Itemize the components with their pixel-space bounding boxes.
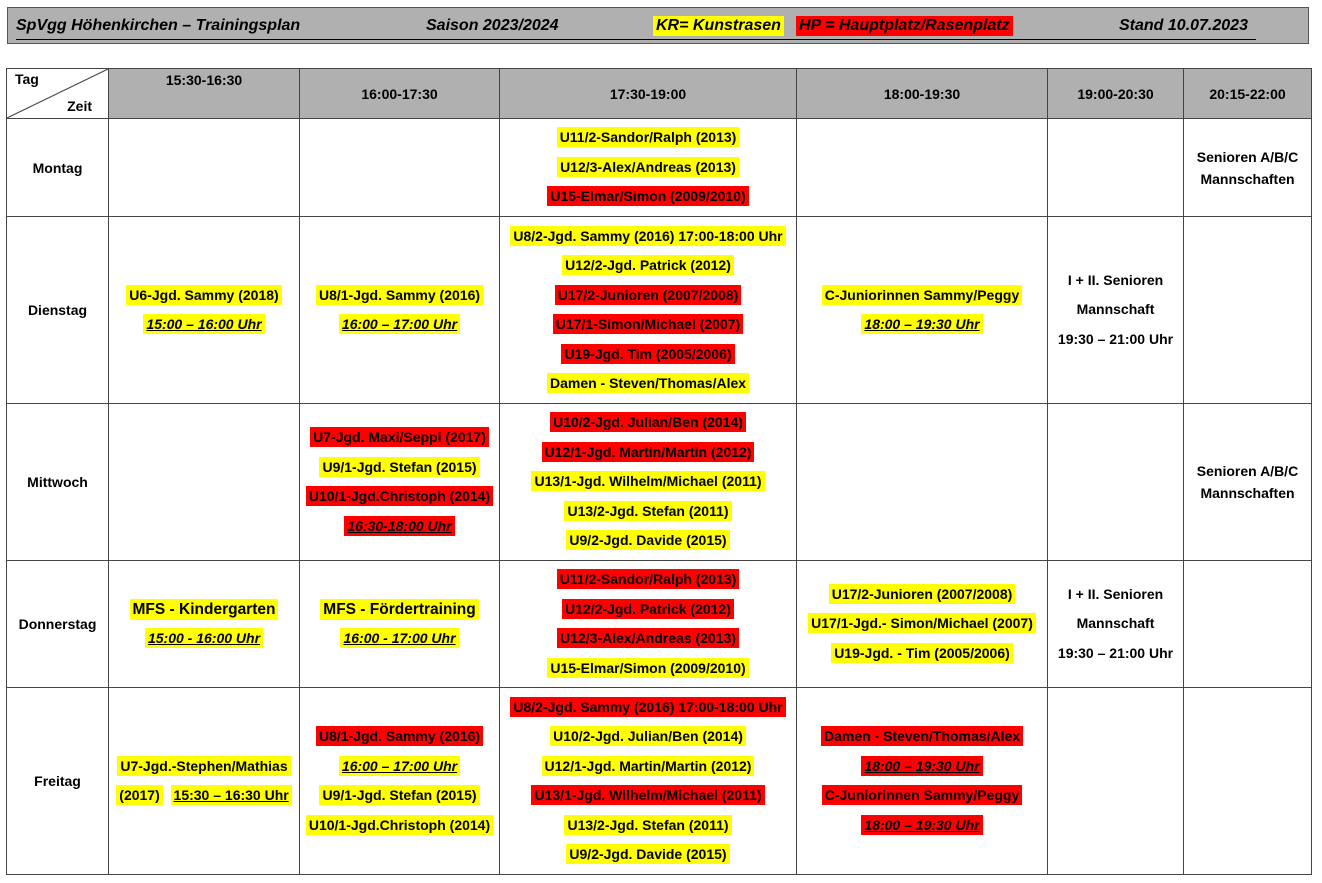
- training-session: [831, 639, 1013, 669]
- training-session: [130, 595, 279, 625]
- session-text: U12/3-Alex/Andreas (2013): [557, 157, 739, 177]
- session-list: [300, 595, 499, 654]
- session-text: MFS - Fördertraining: [320, 599, 478, 620]
- session-list: [797, 580, 1047, 669]
- table-row: [7, 561, 1312, 688]
- training-session: [566, 526, 729, 556]
- schedule-cell: [1184, 217, 1312, 404]
- training-session: [542, 438, 755, 468]
- table-row: [7, 688, 1312, 875]
- team-note-line: 19:30 – 21:00 Uhr: [1057, 644, 1174, 661]
- session-text: U13/1-Jgd. Wilhelm/Michael (2011): [531, 471, 764, 491]
- team-note-line: 19:30 – 21:00 Uhr: [1057, 330, 1174, 347]
- training-session: [557, 123, 740, 153]
- session-text: U15-Elmar/Simon (2009/2010): [547, 186, 748, 206]
- session-text: 15:00 – 16:00 Uhr: [143, 314, 264, 334]
- session-text: U9/1-Jgd. Stefan (2015): [319, 785, 479, 805]
- session-list: [797, 281, 1047, 340]
- schedule-cell: [500, 119, 797, 217]
- training-session: [547, 654, 748, 684]
- session-text: U8/1-Jgd. Sammy (2016): [316, 285, 483, 305]
- training-session: [320, 595, 478, 625]
- session-text: Damen - Steven/Thomas/Alex: [547, 373, 749, 393]
- session-text: U17/2-Junioren (2007/2008): [555, 285, 742, 305]
- training-session: [319, 781, 479, 811]
- session-text: MFS - Kindergarten: [130, 599, 279, 620]
- corner-cell: [7, 69, 109, 119]
- schedule-cell: [1184, 404, 1312, 561]
- legend-hauptplatz: HP = Hauptplatz/Rasenplatz: [796, 16, 1013, 36]
- training-session: [562, 251, 734, 281]
- session-text: 18:00 – 19:30 Uhr: [861, 314, 982, 334]
- header-row: [7, 69, 1312, 119]
- schedule-cell: [109, 119, 300, 217]
- session-text: U10/2-Jgd. Julian/Ben (2014): [550, 412, 746, 432]
- column-header: 18:00-19:30: [797, 69, 1048, 119]
- session-time: [344, 512, 454, 542]
- training-session: [808, 609, 1036, 639]
- session-text: U12/2-Jgd. Patrick (2012): [562, 599, 734, 619]
- training-session: [531, 781, 764, 811]
- session-text: U12/1-Jgd. Martin/Martin (2012): [542, 442, 755, 462]
- session-text: 16:00 - 17:00 Uhr: [340, 628, 458, 648]
- training-session: [550, 408, 746, 438]
- session-text: U17/2-Junioren (2007/2008): [829, 584, 1016, 604]
- schedule-cell: [797, 119, 1048, 217]
- session-text: U7-Jgd.-Stephen/Mathias: [117, 756, 290, 776]
- schedule-cell: [109, 561, 300, 688]
- table-row: [7, 217, 1312, 404]
- session-text: 15:00 - 16:00 Uhr: [145, 628, 263, 648]
- schedule-cell: [1184, 119, 1312, 217]
- session-time: [340, 624, 458, 654]
- team-note-line: Senioren A/B/C: [1196, 463, 1299, 479]
- session-text: U9/1-Jgd. Stefan (2015): [319, 457, 479, 477]
- schedule-cell: [109, 217, 300, 404]
- training-session: [542, 752, 755, 782]
- session-text: U13/2-Jgd. Stefan (2011): [564, 815, 731, 835]
- session-text: U15-Elmar/Simon (2009/2010): [547, 658, 748, 678]
- schedule-body: [7, 119, 1312, 875]
- schedule-cell: [500, 404, 797, 561]
- training-session: [821, 722, 1023, 752]
- season-label: Saison 2023/2024: [426, 17, 559, 34]
- session-text: U6-Jgd. Sammy (2018): [126, 285, 281, 305]
- team-note-line: I + II. Senioren: [1067, 271, 1164, 288]
- schedule-cell: [1048, 688, 1184, 875]
- session-text: U9/2-Jgd. Davide (2015): [566, 530, 729, 550]
- training-session: [557, 624, 739, 654]
- session-time: [145, 624, 263, 654]
- session-text: U8/2-Jgd. Sammy (2016) 17:00-18:00 Uhr: [510, 226, 785, 246]
- session-time: [861, 752, 982, 782]
- training-session: [306, 482, 493, 512]
- training-session: [531, 467, 764, 497]
- training-session: [829, 580, 1016, 610]
- team-note: [1184, 460, 1311, 504]
- session-time: [861, 811, 982, 841]
- training-session: [822, 781, 1022, 811]
- session-text: U8/2-Jgd. Sammy (2016) 17:00-18:00 Uhr: [510, 697, 785, 717]
- session-text: U12/2-Jgd. Patrick (2012): [562, 255, 734, 275]
- session-text: 16:30-18:00 Uhr: [344, 516, 454, 536]
- session-text: U11/2-Sandor/Ralph (2013): [557, 569, 740, 589]
- training-session: [555, 281, 742, 311]
- training-session: [561, 340, 734, 370]
- training-schedule-table: [6, 68, 1312, 875]
- column-header: 19:00-20:30: [1048, 69, 1184, 119]
- schedule-cell: [1048, 404, 1184, 561]
- team-note-line: Senioren A/B/C: [1196, 148, 1299, 165]
- training-session: [547, 369, 749, 399]
- schedule-cell: [797, 404, 1048, 561]
- session-text: U7-Jgd. Maxi/Seppi (2017): [310, 427, 489, 447]
- session-text: U19-Jgd. Tim (2005/2006): [561, 344, 734, 364]
- column-header: [109, 69, 300, 119]
- training-session: [316, 281, 483, 311]
- training-session: [510, 693, 785, 723]
- team-note: [1048, 266, 1183, 355]
- training-session: [562, 595, 734, 625]
- session-list: [500, 565, 796, 683]
- team-note: [1048, 580, 1183, 669]
- day-label: Freitag: [7, 688, 109, 875]
- team-note-line: I + II. Senioren: [1067, 585, 1164, 602]
- schedule-cell: [797, 561, 1048, 688]
- training-session: [306, 811, 493, 841]
- training-session: [557, 565, 740, 595]
- session-time: [339, 752, 460, 782]
- day-label: Dienstag: [7, 217, 109, 404]
- session-text: U11/2-Sandor/Ralph (2013): [557, 127, 740, 147]
- schedule-cell: [797, 217, 1048, 404]
- header-banner: [7, 7, 1309, 44]
- team-note-line: Mannschaften: [1200, 170, 1295, 187]
- team-note-line: Mannschaft: [1076, 301, 1155, 318]
- training-session: [319, 453, 479, 483]
- schedule-cell: [300, 561, 500, 688]
- training-session: [564, 811, 731, 841]
- session-list: [300, 722, 499, 840]
- training-session: [510, 222, 785, 252]
- schedule-cell: [500, 561, 797, 688]
- session-text: 16:00 – 17:00 Uhr: [339, 756, 460, 776]
- session-text: U13/2-Jgd. Stefan (2011): [564, 501, 731, 521]
- session-list: [500, 693, 796, 870]
- session-text: U8/1-Jgd. Sammy (2016): [316, 726, 483, 746]
- training-session: [117, 752, 290, 782]
- schedule-cell: [109, 404, 300, 561]
- session-list: [500, 222, 796, 399]
- corner-zeit-label: Zeit: [67, 98, 92, 114]
- day-label: Mittwoch: [7, 404, 109, 561]
- schedule-cell: [109, 688, 300, 875]
- training-session: [547, 182, 748, 212]
- schedule-cell: [1048, 561, 1184, 688]
- schedule-cell: [1048, 119, 1184, 217]
- day-label: Montag: [7, 119, 109, 217]
- session-text: (2017): [116, 785, 162, 805]
- schedule-cell: [500, 688, 797, 875]
- session-list: [500, 123, 796, 212]
- session-time: [339, 310, 460, 340]
- training-session: [126, 281, 281, 311]
- column-header: 20:15-22:00: [1184, 69, 1312, 119]
- session-text: U10/1-Jgd.Christoph (2014): [306, 486, 493, 506]
- training-session: [557, 153, 739, 183]
- session-text: 18:00 – 19:30 Uhr: [861, 756, 982, 776]
- plan-title: SpVgg Höhenkirchen – Trainingsplan: [16, 17, 301, 34]
- training-session: [822, 281, 1022, 311]
- session-text: U17/1-Jgd.- Simon/Michael (2007): [808, 613, 1036, 633]
- session-time: 15:30 – 16:30 Uhr: [171, 785, 292, 805]
- session-list: [109, 595, 299, 654]
- stand-date: Stand 10.07.2023: [1119, 17, 1248, 34]
- schedule-cell: [797, 688, 1048, 875]
- training-session: [566, 840, 729, 870]
- session-text: U12/1-Jgd. Martin/Martin (2012): [542, 756, 755, 776]
- team-note-line: Mannschaft: [1076, 615, 1155, 632]
- table-row: [7, 119, 1312, 217]
- session-text: 18:00 – 19:30 Uhr: [861, 815, 982, 835]
- banner-rule: [16, 39, 1256, 40]
- training-session: [116, 781, 291, 811]
- day-label: Donnerstag: [7, 561, 109, 688]
- team-note-line: Mannschaften: [1200, 485, 1295, 501]
- session-text: C-Juniorinnen Sammy/Peggy: [822, 285, 1022, 305]
- session-time: [143, 310, 264, 340]
- session-time: [861, 310, 982, 340]
- training-session: [550, 722, 746, 752]
- session-text: Damen - Steven/Thomas/Alex: [821, 726, 1023, 746]
- session-text: U19-Jgd. - Tim (2005/2006): [831, 643, 1013, 663]
- training-session: [310, 423, 489, 453]
- team-note: [1184, 146, 1311, 190]
- session-text: C-Juniorinnen Sammy/Peggy: [822, 785, 1022, 805]
- legend-kunstrasen: KR= Kunstrasen: [653, 16, 784, 36]
- table-row: [7, 404, 1312, 561]
- column-header: 16:00-17:30: [300, 69, 500, 119]
- column-header: 17:30-19:00: [500, 69, 797, 119]
- session-list: [109, 281, 299, 340]
- session-text: 16:00 – 17:00 Uhr: [339, 314, 460, 334]
- schedule-cell: [300, 119, 500, 217]
- session-list: [109, 752, 299, 811]
- session-text: U12/3-Alex/Andreas (2013): [557, 628, 739, 648]
- session-list: [500, 408, 796, 556]
- training-session: [564, 497, 731, 527]
- session-text: U10/1-Jgd.Christoph (2014): [306, 815, 493, 835]
- schedule-cell: [300, 688, 500, 875]
- session-text: U10/2-Jgd. Julian/Ben (2014): [550, 726, 746, 746]
- schedule-cell: [1184, 688, 1312, 875]
- session-list: [797, 722, 1047, 840]
- training-session: [553, 310, 743, 340]
- training-session: [316, 722, 483, 752]
- column-header-label: 15:30-16:30: [165, 72, 243, 88]
- schedule-cell: [500, 217, 797, 404]
- schedule-cell: [1184, 561, 1312, 688]
- session-list: [300, 281, 499, 340]
- schedule-cell: [300, 217, 500, 404]
- schedule-cell: [300, 404, 500, 561]
- schedule-cell: [1048, 217, 1184, 404]
- corner-tag-label: Tag: [15, 71, 39, 87]
- session-text: U9/2-Jgd. Davide (2015): [566, 844, 729, 864]
- session-text: U17/1-Simon/Michael (2007): [553, 314, 743, 334]
- session-text: U13/1-Jgd. Wilhelm/Michael (2011): [531, 785, 764, 805]
- session-list: [300, 423, 499, 541]
